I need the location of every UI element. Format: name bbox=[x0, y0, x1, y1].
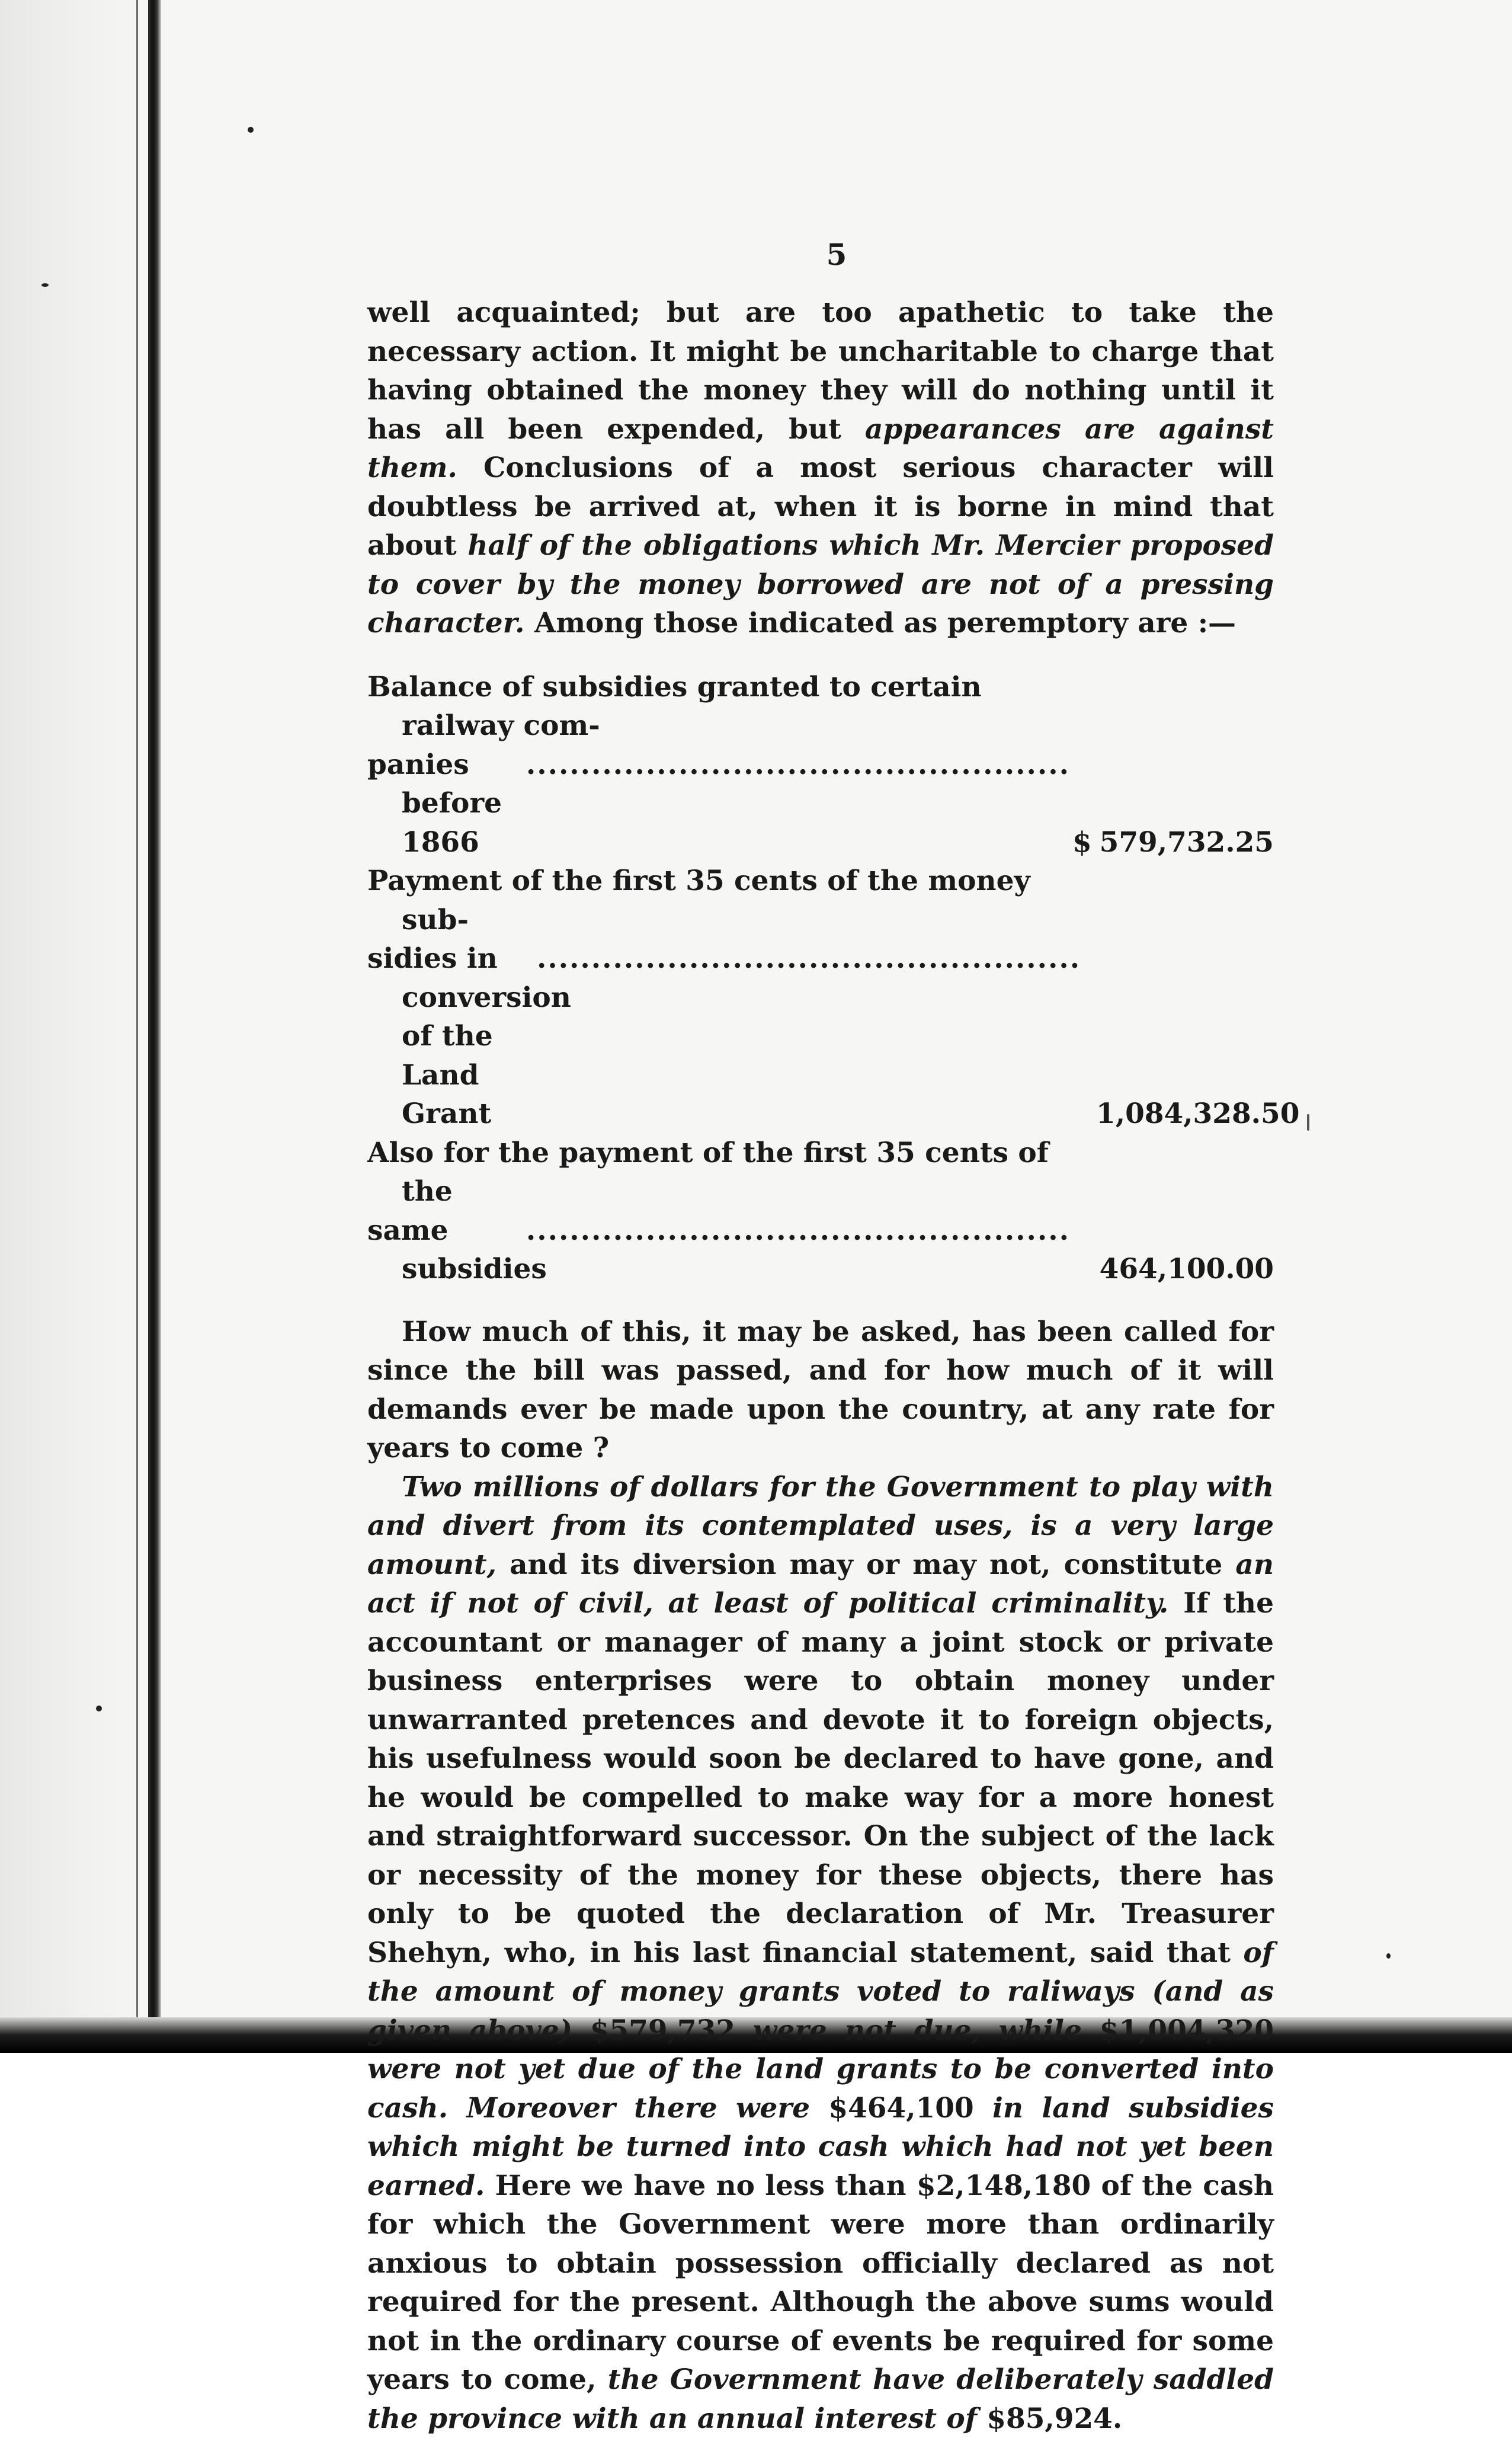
ledger-row bbox=[367, 862, 1274, 1134]
binding-spine bbox=[148, 0, 161, 2053]
text-run: $579,732 bbox=[572, 2014, 753, 2047]
paragraph-1 bbox=[367, 293, 1274, 643]
italic-run: Two millions of dollars for the Government to play with and divert from its contemplated uses, is a very large amount, bbox=[367, 1471, 1274, 1581]
ledger-line bbox=[402, 1211, 1070, 1289]
ledger-line: Also for the payment of the first 35 cents of the bbox=[402, 1134, 1070, 1211]
ledger-line-text: panies before 1866 bbox=[402, 746, 560, 862]
subsidy-ledger bbox=[367, 668, 1274, 1289]
page-number: 5 bbox=[161, 237, 1512, 272]
ledger-line-text: sidies in conversion of the Land Grant bbox=[402, 939, 571, 1134]
text-run: and its diversion may or may not, constitute bbox=[496, 1548, 1235, 1581]
ledger-line: Payment of the first 35 cents of the money sub- bbox=[402, 862, 1081, 939]
italic-run: were not due, while bbox=[753, 2014, 1082, 2047]
scan-speck bbox=[1386, 1953, 1391, 1959]
ledger-amount: 464,100.00 bbox=[1096, 1250, 1274, 1289]
italic-run: were not yet due of the land grants to be converted into cash. Moreover there were bbox=[367, 2053, 1274, 2125]
text-run: $85,924. bbox=[977, 2402, 1122, 2435]
ledger-line bbox=[402, 746, 1070, 862]
scan-speck bbox=[1307, 1114, 1309, 1131]
binding-gutter bbox=[0, 0, 148, 2053]
text-run: Conclusions of a most serious character will doubtless be arrived at, when it is borne in mind that about bbox=[367, 452, 1274, 562]
text-run: Among those indicated as peremptory are :— bbox=[525, 607, 1236, 639]
italic-run: appearances are against them. bbox=[367, 413, 1274, 485]
ledger-description bbox=[367, 668, 1070, 862]
body-text bbox=[367, 293, 1274, 2438]
dot-leader: .................................................. bbox=[571, 939, 1081, 1134]
ledger-row bbox=[367, 668, 1274, 862]
ledger-amount: 1,084,328.50 bbox=[1096, 1095, 1274, 1134]
scan-speck bbox=[248, 127, 254, 133]
text-run: $1,004,320 bbox=[1082, 2014, 1274, 2047]
italic-run: of the amount of money grants voted to raliways (and as given above) bbox=[367, 1937, 1274, 2047]
italic-run: half of the obligations which Mr. Mercier proposed to cover by the money borrowed are not of a pressing character. bbox=[367, 529, 1274, 639]
text-run: well acquainted; but are too apathetic to take the necessary action. It might be uncharitable to charge that having obtained the money they will do nothing until it has all been expended, but bbox=[367, 296, 1274, 446]
text-run: If the accountant or manager of many a joint stock or private business enterprises were to obtain money under unwarranted pretences and devote it to foreign objects, his usefulness would soon be declared to have gone, and he would be compelled to make way for a more honest and straightforward successor. On the subject of the lack or necessity of the money for these objects, there has only to be quoted the declaration of Mr. Treasurer Shehyn, who, in his last financial statement, said that bbox=[367, 1587, 1274, 1969]
dot-leader: .................................................. bbox=[560, 1211, 1070, 1289]
paragraph-3 bbox=[367, 1468, 1274, 2438]
ledger-row bbox=[367, 1134, 1274, 1289]
text-run: Here we have no less than $2,148,180 of the cash for which the Government were more than ordinarily anxious to obtain possession officially declared as not required for the present. Although the above sums would not in the ordinary course of events be required for some years to come, bbox=[367, 2170, 1274, 2397]
ledger-description bbox=[367, 1134, 1070, 1289]
currency-sign: $ bbox=[1070, 823, 1096, 862]
italic-run: an act if not of civil, at least of political criminality. bbox=[367, 1548, 1274, 1620]
text-run: $464,100 bbox=[810, 2092, 992, 2125]
ledger-line-text: same subsidies bbox=[402, 1211, 560, 1289]
italic-run: in land subsidies which might be turned into cash which had not yet been earned. bbox=[367, 2092, 1274, 2202]
ledger-line bbox=[402, 939, 1081, 1134]
scan-speck bbox=[41, 283, 49, 287]
italic-run: the Government have deliberately saddled the province with an annual interest of bbox=[367, 2363, 1274, 2435]
scan-speck bbox=[96, 1706, 102, 1711]
paragraph-2: How much of this, it may be asked, has been called for since the bill was passed, and for how much of it will demands ever be made upon the country, at any rate for years to come ? bbox=[367, 1313, 1274, 1468]
binding-edge-line bbox=[136, 0, 138, 2053]
dot-leader: .................................................. bbox=[560, 746, 1070, 862]
ledger-line: Balance of subsidies granted to certain railway com- bbox=[402, 668, 1070, 746]
ledger-description bbox=[367, 862, 1081, 1134]
ledger-amount: 579,732.25 bbox=[1096, 823, 1274, 862]
